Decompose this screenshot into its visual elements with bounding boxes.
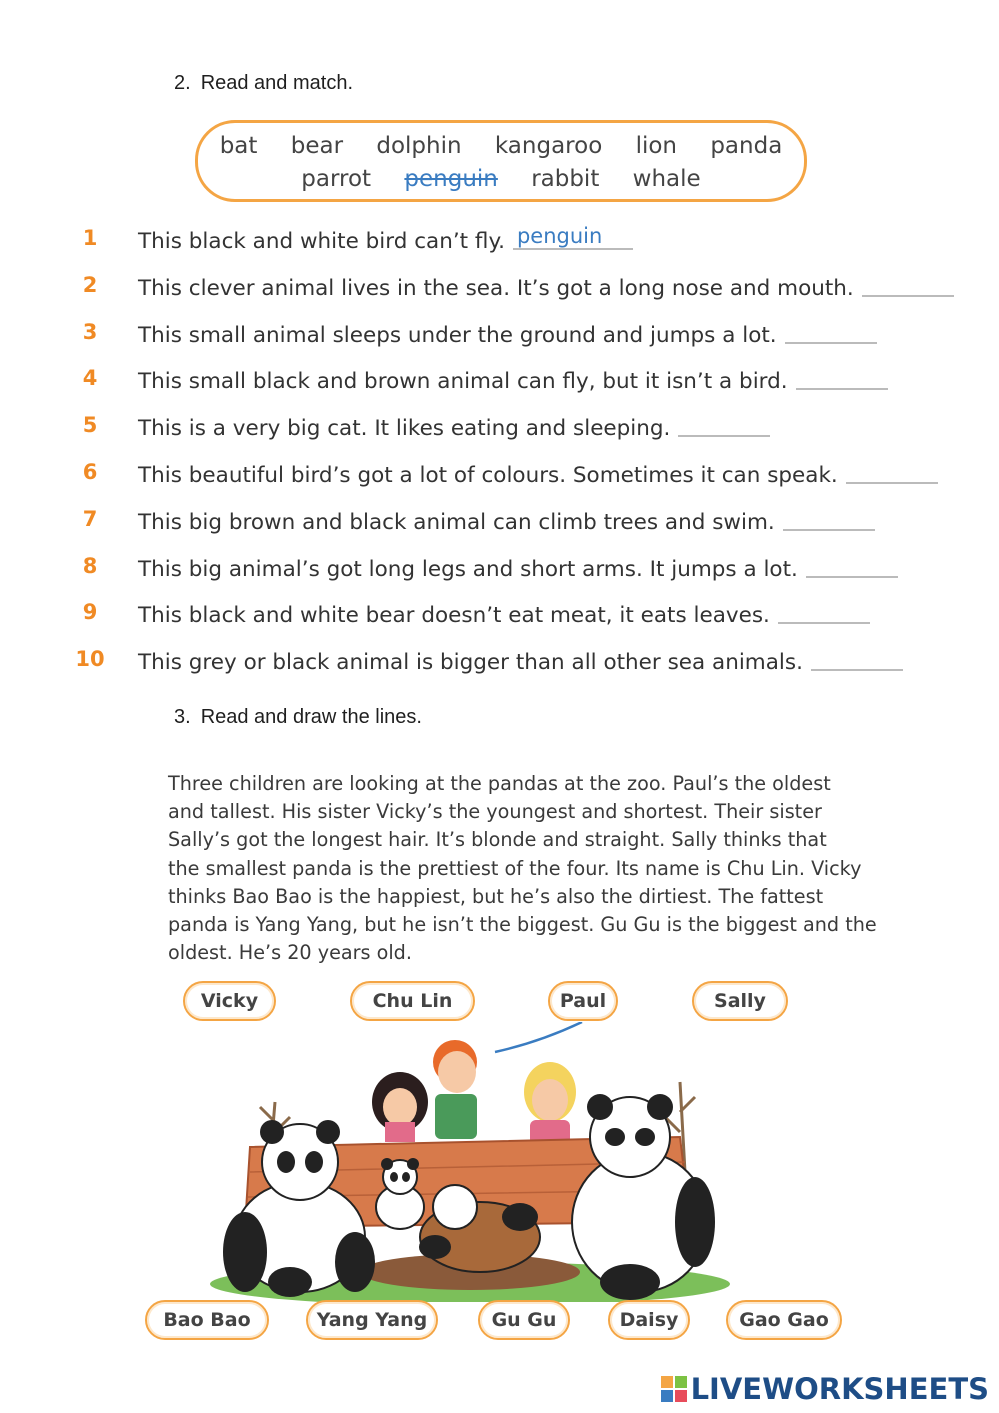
answer-field[interactable] [862,271,954,297]
sentence-item [70,358,970,405]
answer-field[interactable] [513,224,633,250]
word-bank-word: kangaroo [494,133,603,159]
sentence-number: 3 [82,319,98,344]
section-2-heading [174,72,353,95]
answer-field[interactable] [796,364,888,390]
sentence-text: This is a very big cat. It likes eating and sleeping. [138,416,671,442]
sentence-text: This big brown and black animal can climb trees and swim. [138,509,775,535]
sentence-item [70,452,970,499]
word-bank-row-1 [198,133,804,159]
answer-field[interactable] [806,552,898,578]
sentence-item [70,499,970,546]
word-bank-word: bat [219,133,258,159]
answer-field[interactable] [846,458,938,484]
section-title: Read and match. [200,72,354,94]
label-gao-gao[interactable]: Gao Gao [726,1300,842,1340]
word-bank-word: bear [290,133,344,159]
word-bank-word: lion [635,133,678,159]
label-bao-bao[interactable]: Bao Bao [145,1300,269,1340]
sentence-number: 1 [82,226,98,250]
sentence-text: This clever animal lives in the sea. It’s got a long nose and mouth. [138,275,854,301]
label-chu-lin[interactable]: Chu Lin [350,981,475,1021]
sentence-number: 7 [82,506,98,531]
answer-field[interactable] [785,318,877,344]
answer-field[interactable] [678,411,770,437]
section-number: 2. [174,72,191,94]
answer-field[interactable] [778,598,870,624]
child-vicky [372,1072,428,1142]
sentence-text: This big animal’s got long legs and short arms. It jumps a lot. [138,556,798,582]
liveworksheets-logo [661,1372,989,1406]
passage-line: Sally’s got the longest hair. It’s blonde and straight. Sally thinks that [168,828,827,852]
sentence-text: This black and white bear doesn’t eat meat, it eats leaves. [138,603,770,629]
zoo-panda-illustration [190,1022,750,1302]
section-3-heading [174,706,422,729]
child-paul [433,1040,477,1139]
section-number: 3. [174,706,191,728]
sentence-number: 4 [82,366,98,391]
reading-passage [168,770,877,967]
sentence-item [70,639,970,686]
passage-line: panda is Yang Yang, but he isn’t the biggest. Gu Gu is the biggest and the [168,913,877,937]
sentence-item [70,265,970,312]
passage-line: oldest. He’s 20 years old. [168,941,412,965]
label-gu-gu[interactable]: Gu Gu [478,1300,570,1340]
word-bank-row-2 [198,166,804,192]
panda-right [572,1094,715,1300]
child-sally [524,1062,576,1145]
sentence-text: This black and white bird can’t fly. [138,229,505,254]
passage-line: thinks Bao Bao is the happiest, but he’s also the dirtiest. The fattest [168,884,824,908]
sentence-number: 2 [82,272,98,297]
sentence-text: This beautiful bird’s got a lot of colours. Sometimes it can speak. [138,462,838,488]
sentence-number: 10 [75,647,105,672]
word-bank-word: parrot [301,166,372,192]
label-paul[interactable]: Paul [548,981,618,1021]
word-bank-word: rabbit [531,166,600,192]
sentence-number: 6 [82,459,98,484]
word-bank-word-used: penguin [404,166,498,192]
sentence-number: 5 [82,413,98,438]
word-bank-word: panda [710,133,783,159]
sentence-item [70,592,970,639]
passage-line: the smallest panda is the prettiest of the four. Its name is Chu Lin. Vicky [168,856,862,880]
sentence-item [70,218,970,265]
word-bank-word: dolphin [376,133,462,159]
passage-line: Three children are looking at the pandas at the zoo. Paul’s the oldest [168,772,831,795]
sentence-text: This grey or black animal is bigger than all other sea animals. [138,650,803,676]
sentence-item [70,312,970,359]
answer-field[interactable] [811,645,903,671]
label-yang-yang[interactable]: Yang Yang [306,1300,438,1340]
sentence-number: 8 [82,553,98,578]
sentence-item [70,405,970,452]
sentence-text: This small animal sleeps under the ground and jumps a lot. [138,322,777,348]
logo-text: LIVEWORKSHEETS [690,1372,989,1406]
sentence-item [70,546,970,593]
label-vicky[interactable]: Vicky [183,981,276,1021]
word-bank [195,120,807,202]
logo-icon [661,1376,687,1402]
answer-field[interactable] [783,505,875,531]
drawn-match-line [495,1022,582,1052]
answer-text: penguin [516,224,603,248]
label-sally[interactable]: Sally [692,981,788,1021]
word-bank-word: whale [632,166,701,192]
section-title: Read and draw the lines. [200,706,422,728]
sentence-number: 9 [82,600,98,625]
label-daisy[interactable]: Daisy [608,1300,690,1340]
sentence-list [70,218,970,686]
sentence-text: This small black and brown animal can fly, but it isn’t a bird. [138,369,788,395]
passage-line: and tallest. His sister Vicky’s the youngest and shortest. Their sister [168,800,822,824]
